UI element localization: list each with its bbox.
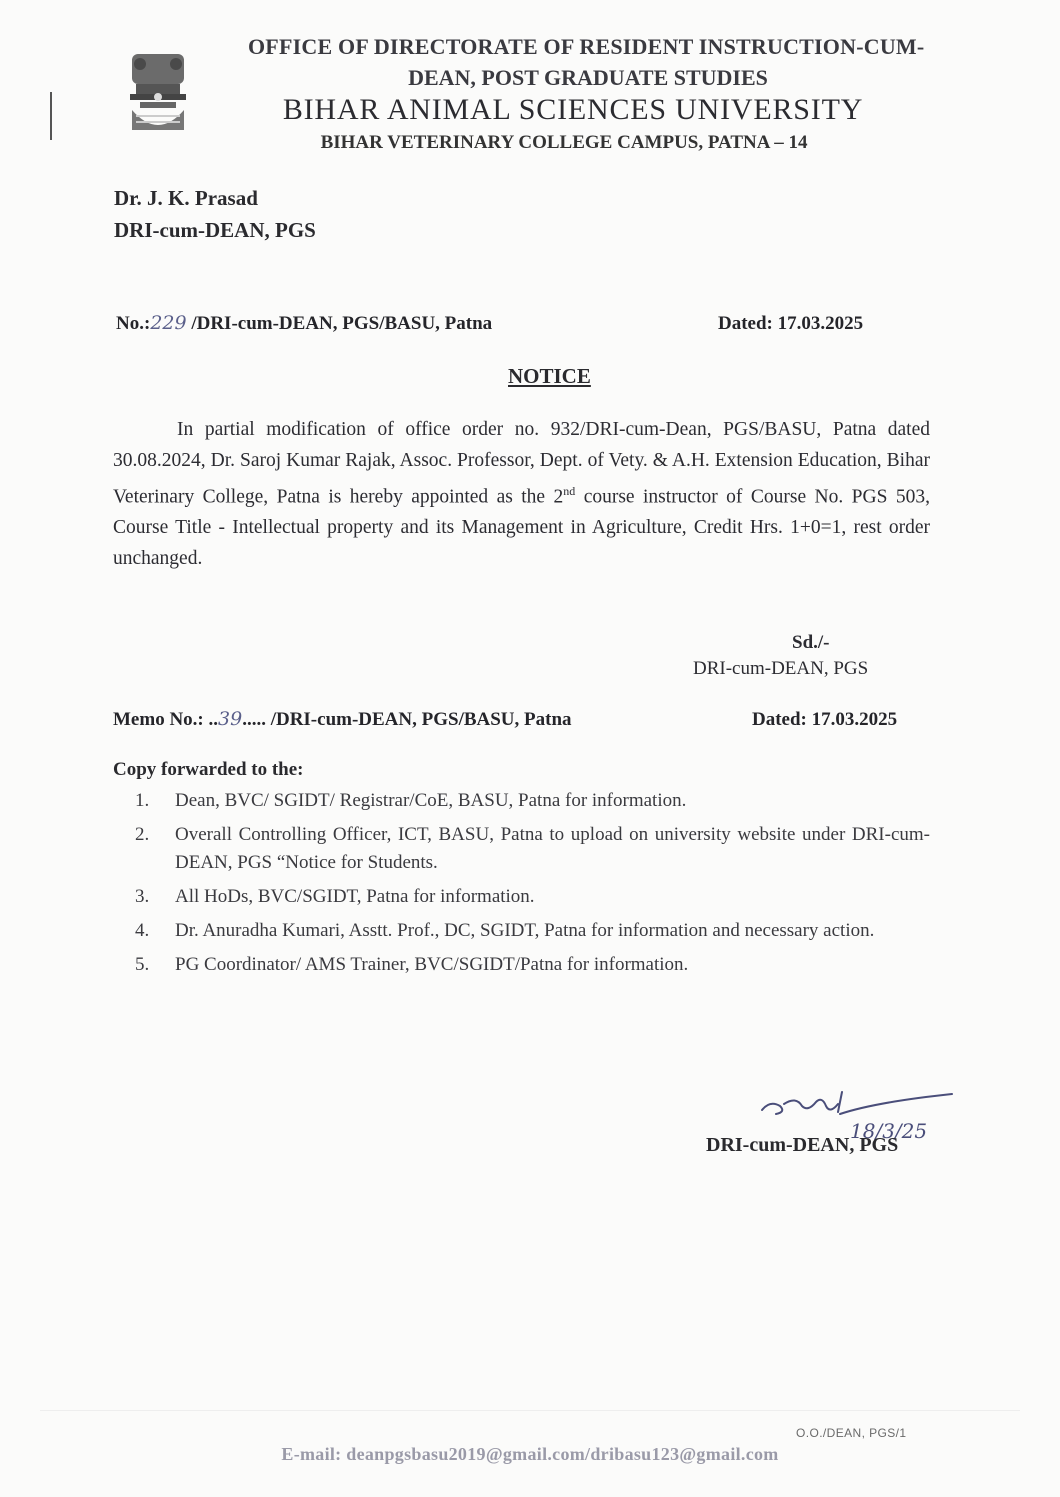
list-item-number: 5. [135, 954, 150, 975]
list-item-text: Dr. Anuradha Kumari, Asstt. Prof., DC, SGIDT, Patna for information and necessary action. [175, 920, 875, 941]
list-item-number: 1. [135, 790, 150, 811]
final-signatory-designation: DRI-cum-DEAN, PGS [706, 1134, 899, 1156]
notice-body-part1: In partial modification of office order no. 932/DRI-cum-Dean, PGS/BASU, Patna dated 30.08.2024, Dr. Saroj Kumar Rajak, Assoc. Professor, Dept. of Vety. & A.H. Extension Education, Bihar Veterinary College, Patna is hereby appointed as the 2 [113, 419, 930, 508]
notice-body-superscript: nd [563, 484, 576, 498]
list-item-number: 4. [135, 920, 150, 941]
notice-body [113, 415, 930, 574]
header-office-line1: OFFICE OF DIRECTORATE OF RESIDENT INSTRUCTION-CUM- [248, 34, 925, 59]
list-item-text: All HoDs, BVC/SGIDT, Patna for information. [175, 886, 535, 907]
sender-name: Dr. J. K. Prasad [114, 186, 258, 210]
memo-number [113, 708, 572, 731]
handwritten-signature [756, 1082, 956, 1142]
list-item-number: 3. [135, 886, 150, 907]
list-item-text: Overall Controlling Officer, ICT, BASU, Patna to upload on university website under DRI-cum-DEAN, PGS “Notice for Students. [175, 824, 930, 873]
list-item-text: PG Coordinator/ AMS Trainer, BVC/SGIDT/Patna for information. [175, 954, 689, 975]
memo-prefix: Memo No.: .. [113, 709, 218, 730]
margin-mark [50, 92, 52, 140]
handwritten-memo-number: 39 [218, 708, 243, 730]
list-item [113, 883, 930, 911]
list-item [113, 951, 930, 979]
reference-number [116, 312, 492, 335]
notice-body-part2: course instructor of Course No. PGS 503, Course Title - Intellectual property and its Management in Agriculture, Credit Hrs. 1+0=1, rest order unchanged. [113, 486, 930, 569]
list-item [113, 917, 930, 945]
memo-suffix: ..... /DRI-cum-DEAN, PGS/BASU, Patna [242, 709, 572, 730]
reference-date: Dated: 17.03.2025 [718, 313, 864, 334]
signature-date: 18/3/25 [850, 1119, 928, 1142]
footer-email: E-mail: deanpgsbasu2019@gmail.com/dribasu123@gmail.com [281, 1444, 779, 1464]
header-campus: BIHAR VETERINARY COLLEGE CAMPUS, PATNA – 14 [320, 132, 808, 153]
signed-mark: Sd./- [792, 632, 830, 653]
copy-forwarded-heading: Copy forwarded to the: [113, 759, 304, 780]
reference-suffix: /DRI-cum-DEAN, PGS/BASU, Patna [186, 313, 493, 334]
list-item-text: Dean, BVC/ SGIDT/ Registrar/CoE, BASU, Patna for information. [175, 790, 687, 811]
handwritten-reference-number: 229 [150, 312, 187, 334]
list-item [113, 787, 930, 815]
state-emblem-icon [126, 50, 190, 136]
memo-date: Dated: 17.03.2025 [752, 709, 898, 730]
copy-forwarded-list [113, 787, 930, 985]
footer-divider [40, 1410, 1020, 1411]
list-item [113, 821, 930, 877]
header-university-name: BIHAR ANIMAL SCIENCES UNIVERSITY [282, 93, 864, 126]
notice-title: NOTICE [508, 364, 591, 388]
reference-prefix: No.: [116, 313, 151, 334]
list-item-number: 2. [135, 824, 150, 845]
footer-office-ref: O.O./DEAN, PGS/1 [796, 1426, 907, 1440]
sender-designation: DRI-cum-DEAN, PGS [114, 218, 316, 242]
header-office-line2: DEAN, POST GRADUATE STUDIES [408, 65, 768, 90]
signoff-designation: DRI-cum-DEAN, PGS [693, 658, 869, 679]
